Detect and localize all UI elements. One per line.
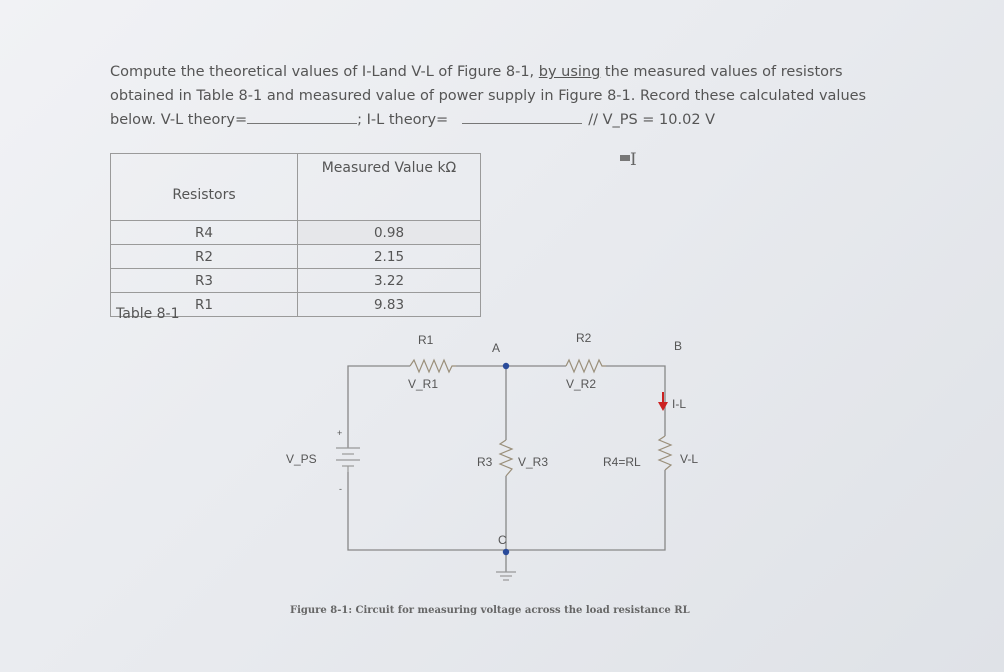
label-r3: R3: [477, 455, 493, 469]
cell-value: 3.22: [298, 269, 481, 293]
resistor-r2-symbol: [566, 360, 606, 372]
vps-note: // V_PS = 10.02 V: [588, 112, 716, 128]
label-r2: R2: [576, 331, 592, 345]
node-c-dot: [503, 549, 509, 555]
resistor-r1-symbol: [410, 360, 456, 372]
cell-resistor: R1: [111, 293, 298, 317]
resistor-r4-symbol: [659, 436, 671, 470]
label-minus: -: [339, 484, 342, 494]
label-v-r1: V_R1: [408, 377, 439, 391]
label-node-a: A: [492, 341, 501, 355]
label-r4: R4=RL: [603, 455, 641, 469]
label-plus: +: [337, 428, 343, 438]
table-label: Table 8-1: [116, 306, 180, 322]
label-r1: R1: [418, 333, 434, 347]
label-v-r2: V_R2: [566, 377, 597, 391]
cell-value: 0.98: [298, 221, 481, 245]
label-v-l: V-L: [680, 452, 699, 466]
cell-value: 2.15: [298, 245, 481, 269]
problem-text-1: Compute the theoretical values of I-Land V-L of Figure 8-1,: [110, 64, 539, 80]
il-theory-label: ; I-L theory=: [357, 112, 449, 128]
label-v-r3: V_R3: [518, 455, 549, 469]
vl-theory-label: below. V-L theory=: [110, 112, 248, 128]
label-node-b: B: [674, 339, 683, 353]
cell-resistor: R2: [111, 245, 298, 269]
label-i-l: I-L: [672, 397, 687, 411]
ground-icon: [496, 572, 516, 580]
label-v-ps: V_PS: [286, 452, 317, 466]
current-arrow-icon: [658, 392, 668, 411]
label-node-c: C: [498, 533, 507, 547]
cell-value: 9.83: [298, 293, 481, 317]
battery-symbol: [336, 448, 360, 472]
node-a-dot: [503, 363, 509, 369]
header-measured-value: Measured Value kΩ: [298, 154, 481, 221]
resistor-r3-symbol: [500, 440, 512, 476]
wire-right-top: [606, 366, 665, 436]
wire-left-top: [348, 366, 410, 448]
cell-resistor: R4: [111, 221, 298, 245]
header-resistors: Resistors: [111, 154, 298, 221]
figure-caption: Figure 8-1: Circuit for measuring voltage across the load resistance RL: [290, 605, 690, 616]
text-cursor-icon: I: [630, 150, 637, 170]
cell-resistor: R3: [111, 269, 298, 293]
problem-line-2: obtained in Table 8-1 and measured value of power supply in Figure 8-1. Record these calculated values: [110, 88, 867, 104]
problem-text-2: the measured values of resistors: [600, 64, 843, 80]
problem-underlined-text: by using: [538, 64, 601, 80]
